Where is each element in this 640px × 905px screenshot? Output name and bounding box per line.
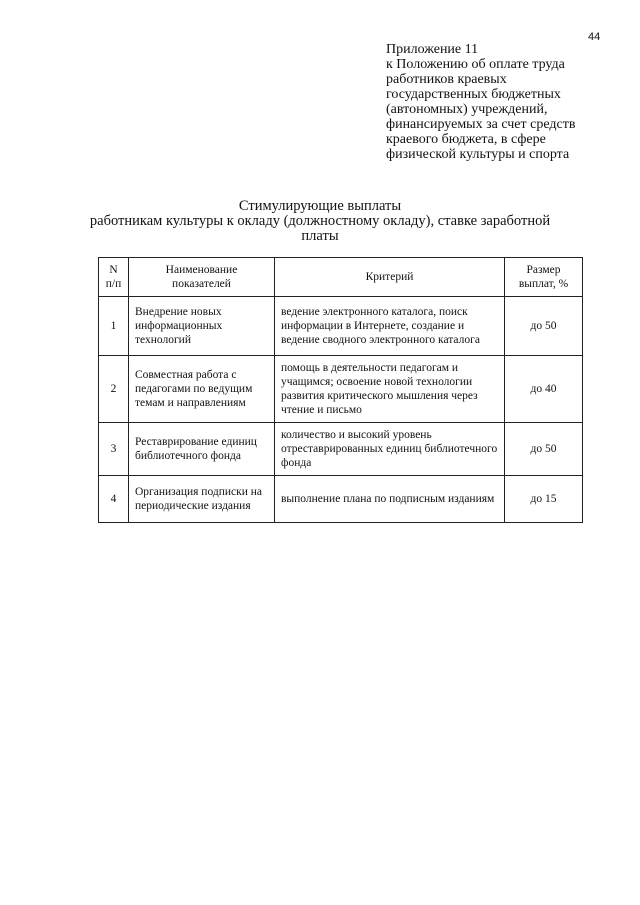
- cell-criterion: количество и высокий уровень отреставрированных единиц библиотечного фонда: [275, 423, 505, 476]
- cell-name: Совместная работа с педагогами по ведущим темам и направлениям: [129, 356, 275, 423]
- cell-name: Внедрение новых информационных технологий: [129, 297, 275, 356]
- appendix-line: физической культуры и спорта: [386, 147, 570, 162]
- table-row: [99, 356, 583, 423]
- table-row: [99, 297, 583, 356]
- page-number: 44: [588, 31, 601, 43]
- cell-name: Организация подписки на периодические издания: [129, 476, 275, 523]
- table-header-row: [99, 258, 583, 297]
- table-row: [99, 423, 583, 476]
- cell-num: 2: [99, 356, 129, 423]
- cell-num: 3: [99, 423, 129, 476]
- title-line: Стимулирующие выплаты: [238, 198, 402, 214]
- header-criterion: Критерий: [275, 258, 505, 297]
- appendix-line: к Положению об оплате труда: [386, 57, 565, 72]
- cell-criterion: ведение электронного каталога, поиск информации в Интернете, создание и ведение сводного электронного каталога: [275, 297, 505, 356]
- cell-num: 4: [99, 476, 129, 523]
- cell-size: до 15: [505, 476, 583, 523]
- cell-num: 1: [99, 297, 129, 356]
- appendix-line: (автономных) учреждений,: [386, 102, 548, 117]
- cell-size: до 40: [505, 356, 583, 423]
- title-line: платы: [301, 228, 339, 244]
- cell-size: до 50: [505, 297, 583, 356]
- header-name: Наименование показателей: [129, 258, 275, 297]
- appendix-block: [386, 42, 626, 162]
- cell-size: до 50: [505, 423, 583, 476]
- appendix-line: Приложение 11: [386, 42, 479, 57]
- cell-name: Реставрирование единиц библиотечного фонда: [129, 423, 275, 476]
- header-num: N п/п: [99, 258, 129, 297]
- appendix-line: государственных бюджетных: [386, 87, 561, 102]
- document-title: [40, 199, 600, 244]
- payments-table: [98, 257, 583, 523]
- payments-table-wrapper: [98, 257, 582, 523]
- appendix-line: работников краевых: [386, 72, 507, 87]
- appendix-line: краевого бюджета, в сфере: [386, 132, 546, 147]
- title-line: работникам культуры к окладу (должностному окладу), ставке заработной: [89, 213, 551, 229]
- appendix-line: финансируемых за счет средств: [386, 117, 576, 132]
- header-size: Размер выплат, %: [505, 258, 583, 297]
- cell-criterion: выполнение плана по подписным изданиям: [275, 476, 505, 523]
- table-row: [99, 476, 583, 523]
- cell-criterion: помощь в деятельности педагогам и учащимся; освоение новой технологии развития критического мышления через чтение и письмо: [275, 356, 505, 423]
